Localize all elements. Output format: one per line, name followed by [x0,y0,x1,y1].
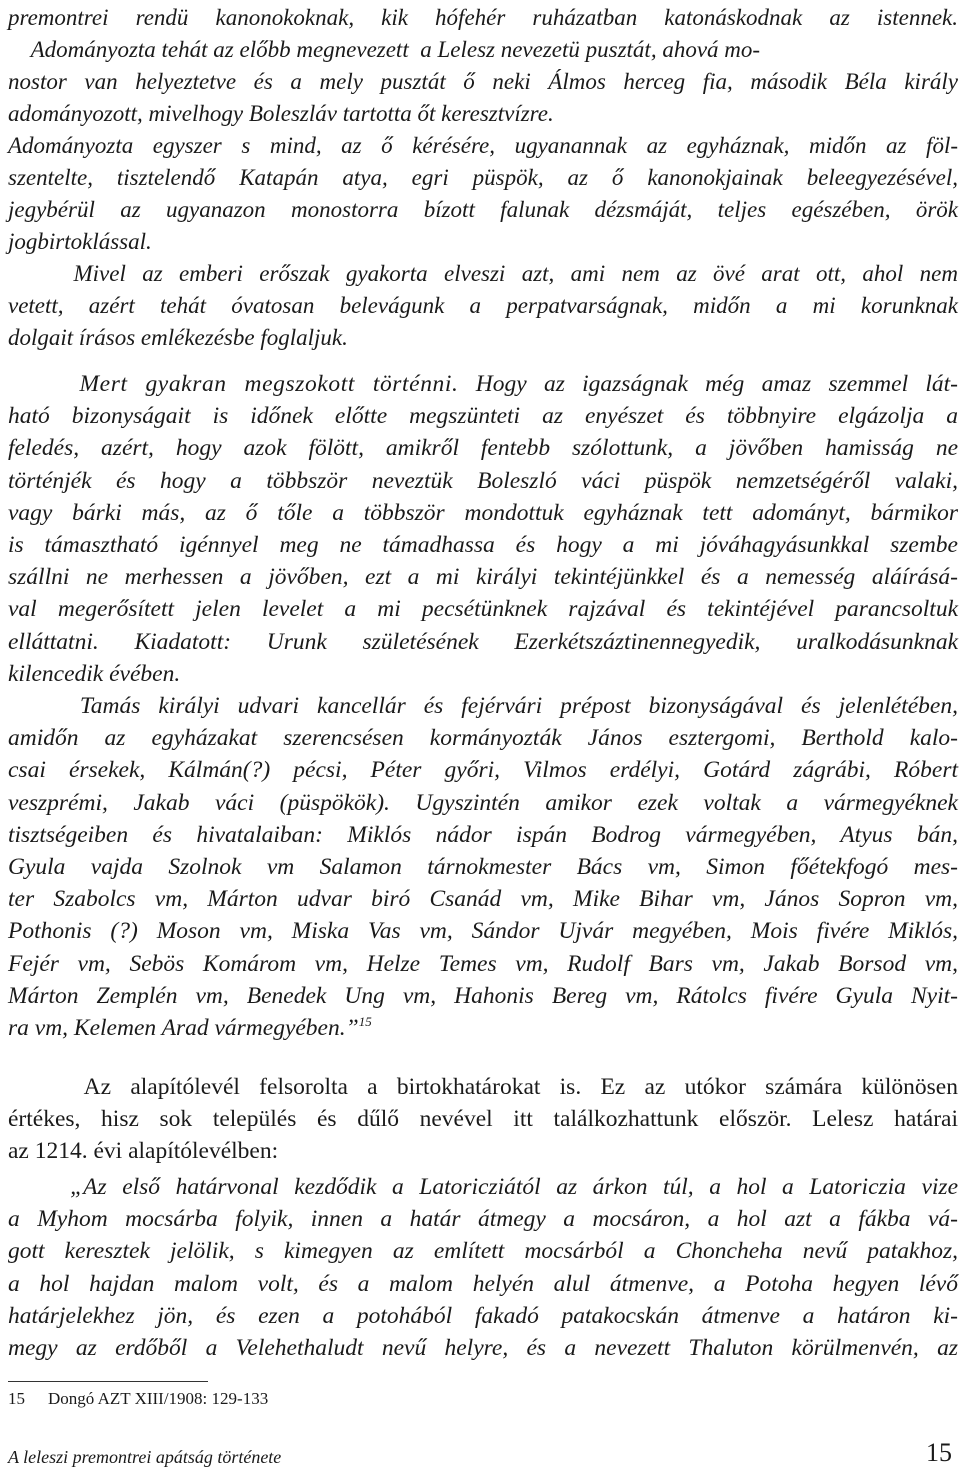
text-line: Gyula vajda Szolnok vm Salamon tárnokmester Bács vm, Simon főétekfogó mes- [8,854,958,881]
text-line: tisztségeiben és hivatalaiban: Miklós nádor ispán Bodrog vármegyében, Atyus bán, [8,821,958,848]
page-number: 15 [926,1438,952,1467]
text-line: jegybérül az ugyanazon monostorra bízott falunak dézsmáját, teljes egészében, örök [8,197,958,222]
text-line: val megerősített jelen levelet a mi pecsétünknek rajzával és tekintéjével parancsoltuk [8,596,958,623]
text-line: veszprémi, Jakab váci (püspökök). Ugyszintén amikor ezek voltak a vármegyéknek [8,789,958,816]
text-segment: ra vm, Kelemen Arad vármegyében.” [8,1015,359,1042]
text-line [8,368,958,400]
text-line: Az alapítólevél felsorolta a birtokhatárokat is. Ez az utókor számára különösen [8,1074,958,1100]
text-line: Adományozta egyszer s mind, az ő kérésére, ugyanannak az egyháznak, midőn az föl- [8,133,958,158]
text-line: történjék és hogy a többször neveztük Boleszló váci püspök nemzetségéről valaki, [8,467,958,494]
text-line: nostor van helyeztetve és a mely pusztát ő neki Álmos herceg fia, második Béla király [8,69,958,94]
text-line: megy az erdőből a Velehethaludt nevű helyre, és a nevezett Thaluton körülmenvén, az [8,1335,958,1362]
text-line: vagy bárki más, az ő tőle a többször mondottuk egyháznak tett adományt, bármikor [8,499,958,526]
text-line: Márton Zemplén vm, Benedek Ung vm, Hahonis Bereg vm, Rátolcs fivére Gyula Nyit- [8,982,958,1009]
text-line: adományozott, mivelhogy Boleszláv tartotta őt keresztvízre. [8,101,554,126]
text-line [8,1012,958,1044]
text-line: ható bizonyságait is időnek előtte megszünteti az enyészet és többnyire elgázolja a [8,403,958,430]
text-line: Pothonis (?) Moson vm, Miska Vas vm, Sándor Ujvár megyében, Mois fivére Miklós, [8,918,958,945]
text-line: „Az első határvonal kezdődik a Latoricziától az árkon túl, a hol a Latoriczia vize [8,1174,958,1200]
text-line: is támasztható igénnyel meg ne támadhassa és hogy a mi jóváhagyásunkkal szembe [8,532,958,559]
text-segment: Mert gyakran megszokott történni. [8,371,459,397]
text-line: Adományozta tehát az előbb megnevezett a Lelesz nevezetü pusztát, ahová mo- [8,37,761,62]
charter-text-part2 [8,368,958,1044]
narrative-text [8,1071,958,1168]
text-line: jogbirtoklással. [8,229,152,254]
footnote-number: 15 [8,1389,25,1408]
text-line: feledés, azért, hogy azok fölött, amikről fentebb szólottunk, a jövőben hamisság ne [8,435,958,462]
text-line: értékes, hisz sok település és dűlő nevével itt találkozhattunk először. Lelesz határai [8,1106,958,1133]
text-line: gott keresztek jelölik, s kimegyen az említett mocsárból a Choncheha nevű patakhoz, [8,1238,958,1265]
text-line: ter Szabolcs vm, Márton udvar biró Csanád vm, Mike Bihar vm, János Sopron vm, [8,886,958,913]
text-line: szentelte, tisztelendő Katapán atya, egri püspök, az ő kanonokjainak beleegyezésével, [8,165,958,190]
text-line: Mivel az emberi erőszak gyakorta elveszi azt, ami nem az övé arat ott, ahol nem [8,261,958,286]
text-line: a Myhom mocsárba folyik, innen a határ átmegy a mocsáron, a hol azt a fákba vá- [8,1206,958,1233]
footnote-divider [8,1381,208,1382]
running-footer-title: A leleszi premontrei apátság története [8,1447,282,1467]
text-line: csai érsekek, Kálmán(?) pécsi, Péter győri, Vilmos erdélyi, Gotárd zágrábi, Róbert [8,757,958,784]
text-line: kilencedik évében. [8,660,181,687]
text-line: határjelekhez jön, és ezen a potohából fakadó patakocskán átmenve a határon ki- [8,1302,958,1329]
text-line: a hol hajdan malom volt, és a malom helyén alul átmenve, a Potoha hegyen lévő [8,1270,958,1297]
boundary-quote [8,1171,958,1364]
text-line: az 1214. évi alapítólevélben: [8,1138,279,1165]
text-line: amidőn az egyházakat szerencsésen kormányozták János esztergomi, Berthold kalo- [8,725,958,752]
text-line: Fejér vm, Sebös Komárom vm, Helze Temes vm, Rudolf Bars vm, Jakab Borsod vm, [8,950,958,977]
text-line: elláttatni. Kiadatott: Urunk születésének Ezerkétszáztinennegyedik, uralkodásunknak [8,628,958,655]
text-line: vetett, azért tehát óvatosan belevágunk a perpatvarságnak, midőn a mi korunknak [8,293,958,318]
text-segment: Hogy az igazságnak még amaz szemmel lát- [475,371,959,397]
text-line: szállni ne merhessen a jövőben, ezt a mi királyi tekintéjünkkel és a nemesség aláírásá- [8,564,958,591]
text-line: Tamás királyi udvari kancellár és fejérvári prépost bizonyságával és jelenlétében, [8,693,958,720]
text-line: dolgait írásos emlékezésbe foglaljuk. [8,325,348,350]
footnote [8,1389,268,1409]
charter-text-part1 [8,2,958,354]
text-line: premontrei rendü kanonokoknak, kik hófehér ruházatban katonáskodnak az istennek. [8,5,958,30]
footnote-reference[interactable]: 15 [358,1014,372,1030]
footnote-text: Dongó AZT XIII/1908: 129-133 [48,1389,269,1408]
